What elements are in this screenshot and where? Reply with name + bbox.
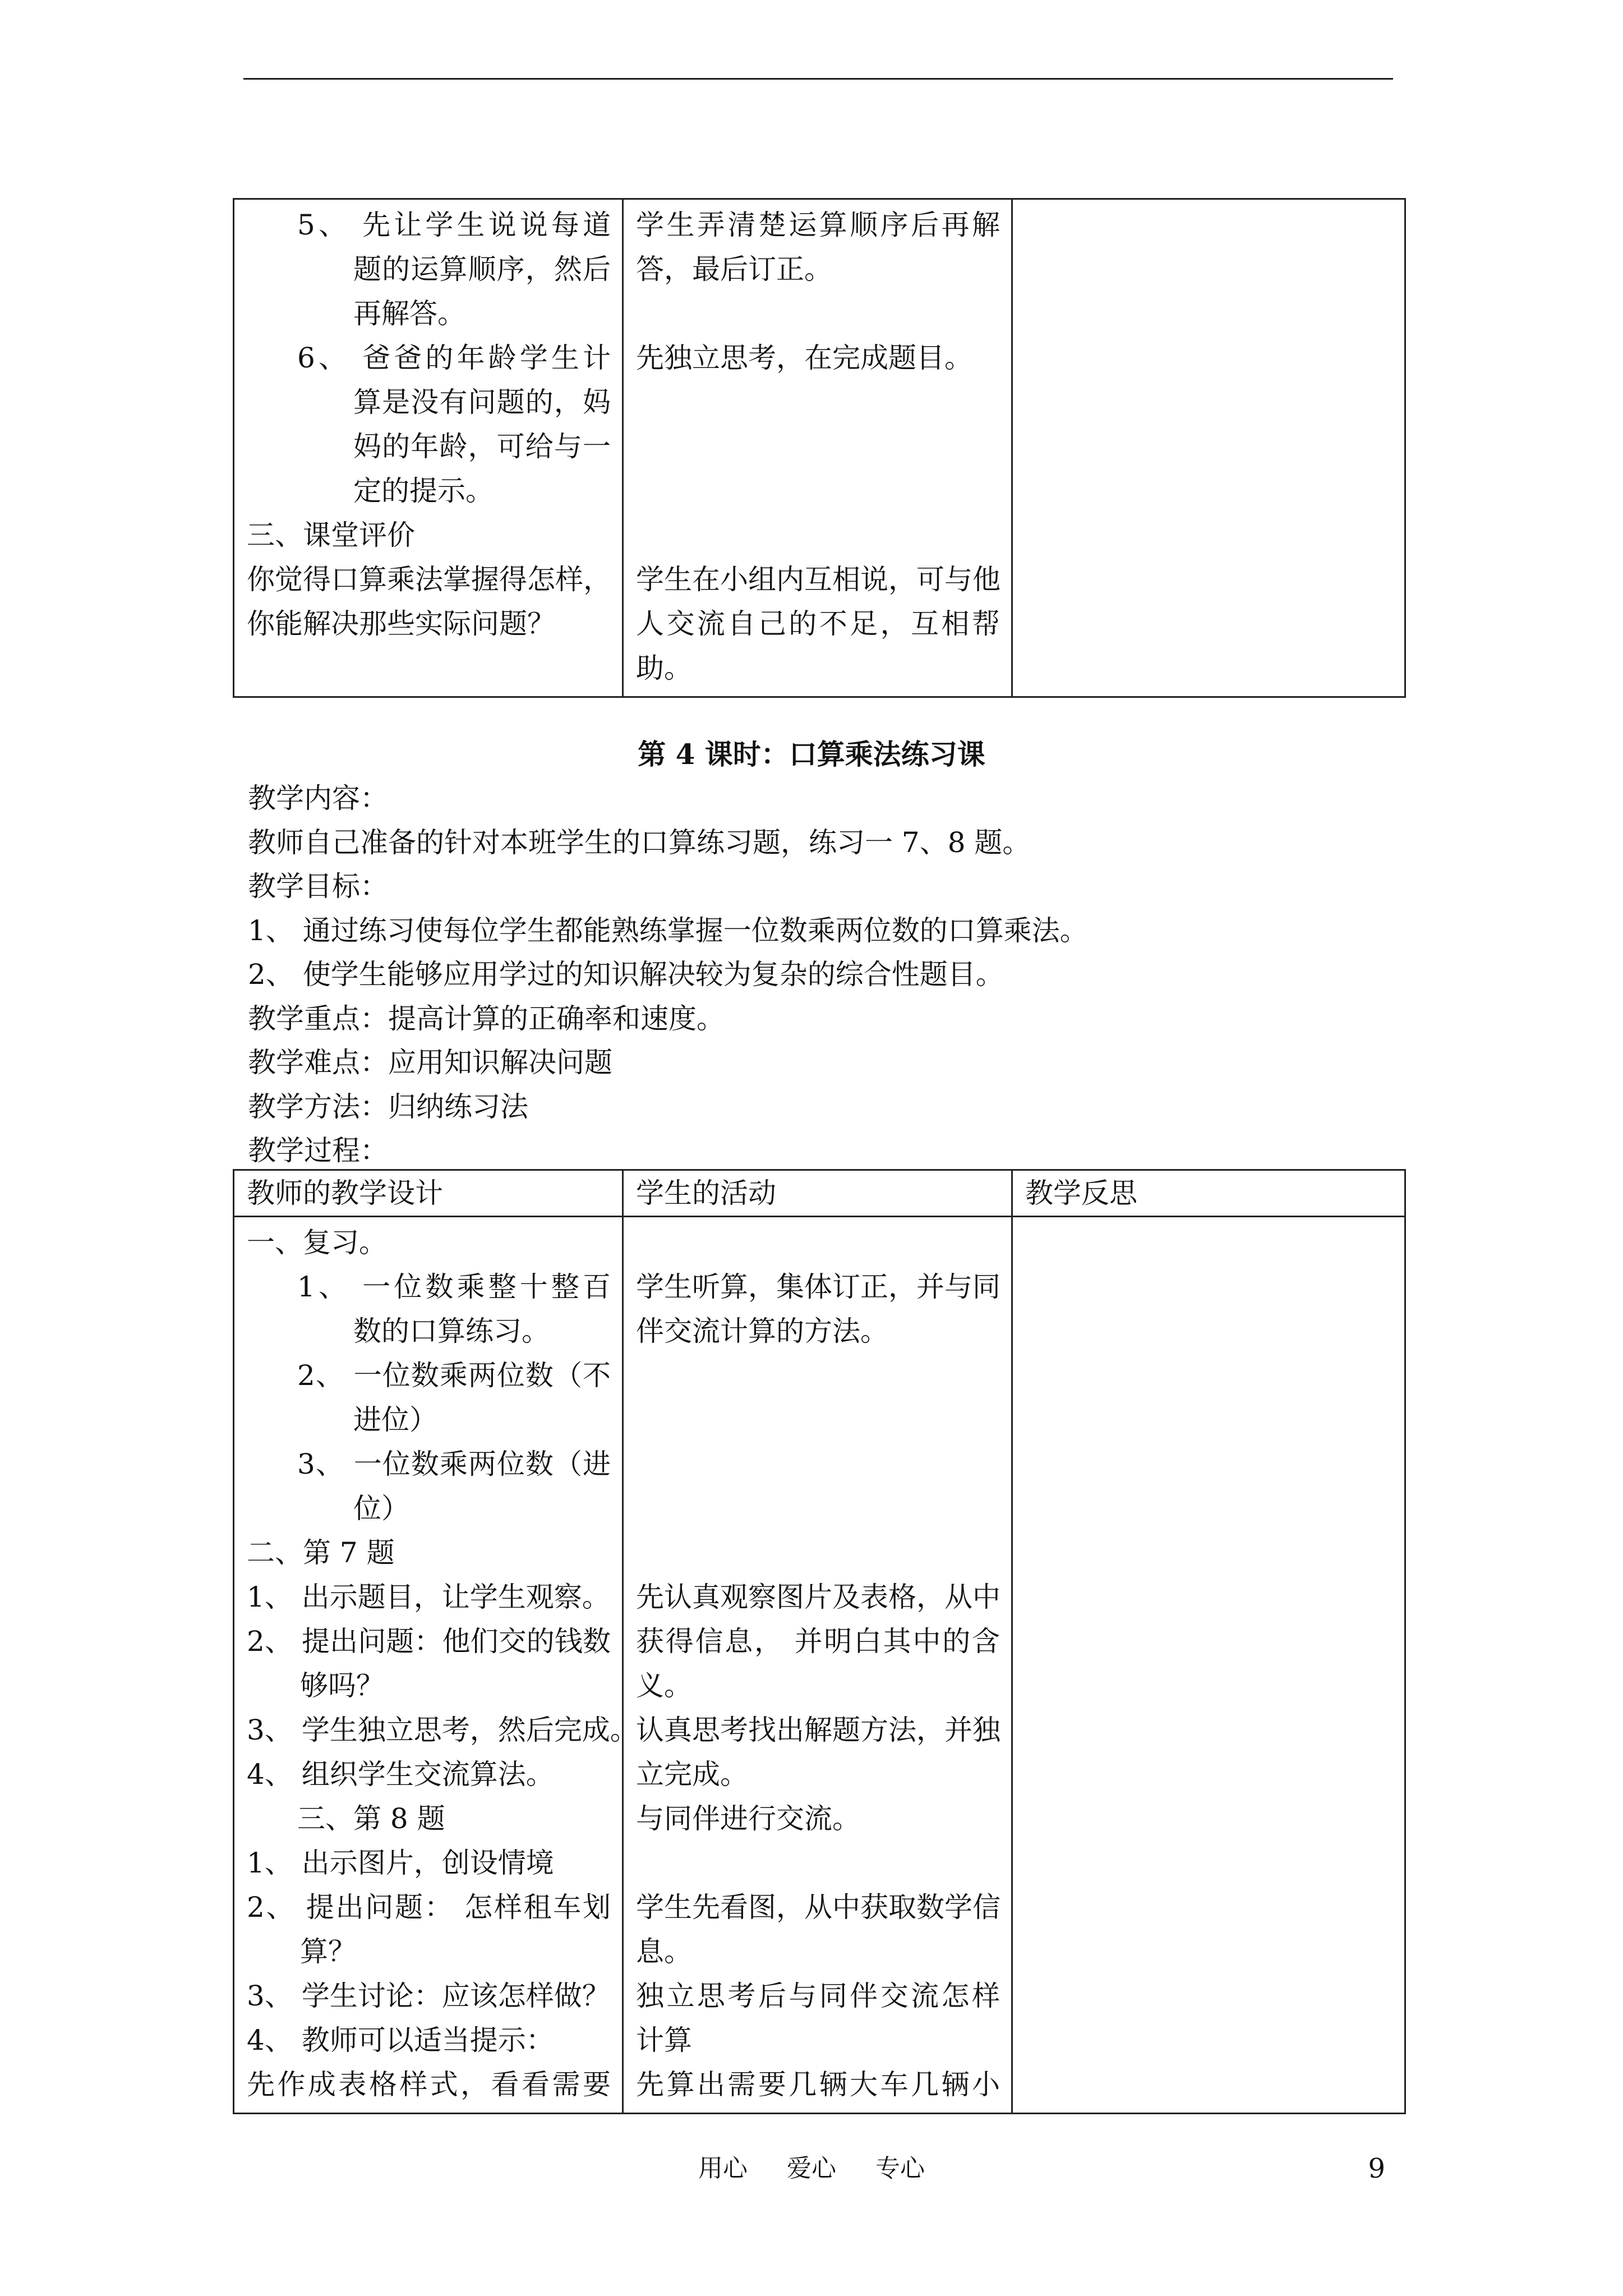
footer-motto-word: 专心 xyxy=(875,2154,925,2183)
cell-line: 先算出需要几辆大车几辆小 xyxy=(636,2068,1000,2101)
cell-line: 三、课堂评价 xyxy=(247,519,415,551)
reflection-cell xyxy=(1012,199,1405,697)
cell-line: 5、 先让学生说说每道 xyxy=(297,209,611,241)
cell-line xyxy=(636,1487,1000,1531)
cell-line: 够吗？ xyxy=(300,1669,384,1702)
cell-line: 人交流自己的不足，互相帮 xyxy=(636,608,1000,640)
cell-line xyxy=(636,1221,1000,1265)
footer-motto-word: 用心 xyxy=(698,2154,748,2183)
table-row xyxy=(234,199,1405,697)
cell-line: 2、 一位数乘两位数（不 xyxy=(297,1359,611,1392)
lesson-line: 教师自己准备的针对本班学生的口算练习题，练习一 7、8 题。 xyxy=(248,826,1031,859)
cell-line: 获得信息， 并明白其中的含 xyxy=(636,1625,1000,1658)
cell-line xyxy=(636,1354,1000,1398)
cell-line: 进位） xyxy=(353,1404,437,1436)
cell-line: 学生在小组内互相说，可与他 xyxy=(636,563,1000,596)
header-teacher-design: 教师的教学设计 xyxy=(234,1170,623,1217)
lesson-line: 教学方法：归纳练习法 xyxy=(248,1090,528,1123)
teacher-design-cell xyxy=(234,199,623,697)
lesson-line: 教学内容： xyxy=(248,782,388,815)
teacher-design-cell xyxy=(234,1217,638,2114)
cell-line: 一、复习。 xyxy=(247,1226,387,1259)
cell-line: 学生先看图，从中获取数学信 xyxy=(636,1891,1000,1924)
table-row xyxy=(234,1217,1405,2114)
header-rule xyxy=(243,78,1393,80)
cell-line xyxy=(636,380,1000,425)
cell-line: 独立思考后与同伴交流怎样 xyxy=(636,1980,1000,2012)
cell-line: 息。 xyxy=(636,1935,692,1968)
cell-line: 先作成表格样式，看看需要 xyxy=(247,2068,611,2101)
student-activity-cell xyxy=(623,1217,1012,2114)
cell-line: 位） xyxy=(353,1492,409,1525)
cell-line: 助。 xyxy=(636,652,692,684)
lesson-line: 教学过程： xyxy=(248,1134,388,1167)
table-header-row xyxy=(234,1170,1405,1217)
cell-line xyxy=(636,1841,1000,1885)
cell-line xyxy=(636,1442,1000,1487)
cell-line: 你觉得口算乘法掌握得怎样， xyxy=(247,563,611,596)
cell-line xyxy=(636,1531,1000,1575)
footer-motto-word: 爱心 xyxy=(787,2154,836,2183)
lesson-line: 1、 通过练习使每位学生都能熟练掌握一位数乘两位数的口算乘法。 xyxy=(248,914,1088,947)
cell-line: 学生弄清楚运算顺序后再解 xyxy=(636,209,1000,241)
lesson-line: 教学重点：提高计算的正确率和速度。 xyxy=(248,1002,725,1035)
reflection-cell xyxy=(1012,1217,1405,2114)
cell-line: 算？ xyxy=(300,1935,356,1968)
header-reflection: 教学反思 xyxy=(1012,1170,1405,1217)
cell-line: 定的提示。 xyxy=(353,475,494,507)
cell-line xyxy=(636,1398,1000,1442)
cell-line: 1、 出示图片，创设情境 xyxy=(247,1847,554,1879)
cell-line xyxy=(636,425,1000,469)
cell-line: 与同伴进行交流。 xyxy=(636,1802,860,1835)
cell-line xyxy=(636,469,1000,513)
cell-line: 伴交流计算的方法。 xyxy=(636,1315,888,1347)
cell-line: 义。 xyxy=(636,1669,692,1702)
cell-line xyxy=(247,646,611,691)
cell-line: 3、 一位数乘两位数（进 xyxy=(297,1448,611,1480)
cell-line: 4、 组织学生交流算法。 xyxy=(247,1758,554,1791)
cell-line: 立完成。 xyxy=(636,1758,748,1791)
cell-line: 2、 提出问题： 怎样租车划 xyxy=(247,1891,611,1924)
cell-line: 6、 爸爸的年龄学生计 xyxy=(297,342,611,374)
cell-line: 二、第 7 题 xyxy=(247,1536,395,1569)
lesson-table-continued xyxy=(233,198,1406,698)
cell-line: 先认真观察图片及表格，从中 xyxy=(636,1581,1000,1613)
cell-line: 算是没有问题的，妈 xyxy=(353,386,611,418)
cell-line: 认真思考找出解题方法，并独 xyxy=(636,1714,1000,1746)
cell-line: 计算 xyxy=(636,2024,692,2056)
cell-line: 数的口算练习。 xyxy=(353,1315,550,1347)
cell-line: 3、 学生讨论：应该怎样做？ xyxy=(247,1980,610,2012)
page-number: 9 xyxy=(1368,2153,1385,2184)
cell-line: 题的运算顺序，然后 xyxy=(353,253,611,286)
cell-line xyxy=(636,292,1000,336)
header-student-activity: 学生的活动 xyxy=(623,1170,1012,1217)
cell-line: 1、 出示题目，让学生观察。 xyxy=(247,1581,610,1613)
student-activity-cell xyxy=(623,199,1012,697)
cell-line: 你能解决那些实际问题？ xyxy=(247,608,555,640)
cell-line: 答，最后订正。 xyxy=(636,253,832,286)
cell-line: 再解答。 xyxy=(353,297,465,330)
lesson-line: 教学难点：应用知识解决问题 xyxy=(248,1046,612,1079)
cell-line: 4、 教师可以适当提示： xyxy=(247,2024,554,2056)
cell-line: 三、第 8 题 xyxy=(297,1802,445,1835)
cell-line: 学生听算，集体订正，并与同 xyxy=(636,1271,1000,1303)
cell-line: 2、 提出问题：他们交的钱数 xyxy=(247,1625,611,1658)
lesson-title: 第 4 课时：口算乘法练习课 xyxy=(638,738,985,771)
cell-line: 3、 学生独立思考，然后完成。 xyxy=(247,1714,638,1746)
lesson-line: 教学目标： xyxy=(248,870,388,903)
cell-line xyxy=(636,513,1000,558)
lesson-overview xyxy=(248,776,1398,1173)
lesson-process-table xyxy=(233,1169,1406,2114)
cell-line: 1、 一位数乘整十整百 xyxy=(297,1271,611,1303)
lesson-line: 2、 使学生能够应用学过的知识解决较为复杂的综合性题目。 xyxy=(248,958,1004,991)
cell-line: 妈的年龄，可给与一 xyxy=(353,430,611,463)
cell-line: 先独立思考，在完成题目。 xyxy=(636,342,972,374)
